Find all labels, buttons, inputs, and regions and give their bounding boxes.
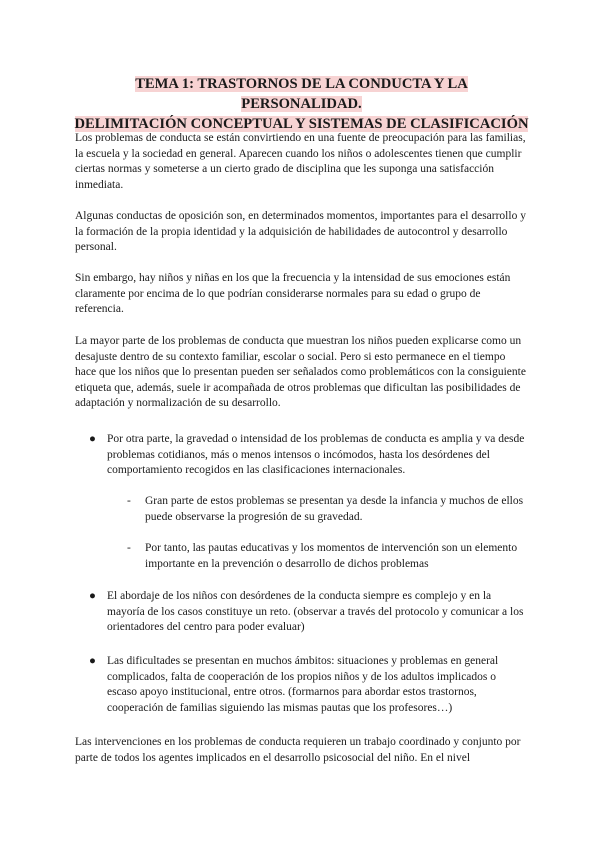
paragraph: Las intervenciones en los problemas de conducta requieren un trabajo coordinado y conjunto por parte de todos los agentes implicados en el desarrollo psicosocial del niño. En el nivel — [75, 736, 521, 764]
paragraph: La mayor parte de los problemas de conducta que muestran los niños pueden explicarse como un desajuste dentro de su contexto familiar, escolar o social. Pero si esto permanece en el tiempo hace que los niños que lo presentan pueden ser señalados como problemáticos con la consiguiente etiqueta que, además, suele ir acompañada de otros problemas que dificultan las posibilidades de adaptación y normalización de su desarrollo. — [75, 335, 526, 410]
list-item-text: Por otra parte, la gravedad o intensidad de los problemas de conducta es amplia y va desde problemas cotidianos, más o menos intensos o incómodos, hasta los desórdenes del comportamiento recogidos en las clasificaciones internacionales. — [107, 433, 525, 477]
bullet-icon: ● — [89, 655, 96, 667]
sub-list-item-text: Por tanto, las pautas educativas y los momentos de intervención son un elemento importante en la prevención o desarrollo de dichos problemas — [145, 542, 518, 570]
list-item-text: Las dificultades se presentan en muchos ámbitos: situaciones y problemas en general complicados, falta de cooperación de los propios niños y de los adultos implicados o escaso apoyo institucional, entre otros. (formarnos para abordar estos trastornos, cooperación de familias siguiendo las mismas pautas que los profesores…) — [107, 655, 499, 714]
dash-icon: - — [127, 542, 131, 554]
list-item — [75, 654, 527, 716]
sub-list-item — [75, 494, 527, 525]
sub-list-item-text: Gran parte de estos problemas se presentan ya desde la infancia y muchos de ellos puede observarse la progresión de su gravedad. — [145, 495, 524, 523]
paragraph: Los problemas de conducta se están convirtiendo en una fuente de preocupación para las familias, la escuela y la sociedad en general. Aparecen cuando los niños o adolescentes tienen que cumplir ciertas normas y someterse a un cierto grado de disciplina que les suponga una satisfacción inmediata. — [75, 132, 526, 191]
paragraph: Sin embargo, hay niños y niñas en los que la frecuencia y la intensidad de sus emociones están claramente por encima de lo que podrían considerarse normales para su edad o grupo de referencia. — [75, 272, 511, 316]
sub-list-item — [75, 541, 527, 572]
paragraph: Algunas conductas de oposición son, en determinados momentos, importantes para el desarrollo y la formación de la propia identidad y la adquisición de habilidades de autocontrol y desarrollo personal. — [75, 210, 526, 254]
bullet-icon: ● — [89, 590, 96, 602]
page-title — [74, 74, 529, 134]
list-item-text: El abordaje de los niños con desórdenes de la conducta siempre es complejo y en la mayoría de los casos constituye un reto. (observar a través del protocolo y comunicar a los orientadores del centro para poder evaluar) — [107, 590, 524, 634]
list-item — [75, 589, 527, 636]
bullet-icon: ● — [89, 433, 96, 445]
title-line-1: TEMA 1: TRASTORNOS DE LA CONDUCTA Y LA PERSONALIDAD. — [135, 76, 468, 112]
dash-icon: - — [127, 495, 131, 507]
title-line-2: DELIMITACIÓN CONCEPTUAL Y SISTEMAS DE CLASIFICACIÓN — [74, 116, 529, 132]
list-item — [75, 432, 527, 479]
